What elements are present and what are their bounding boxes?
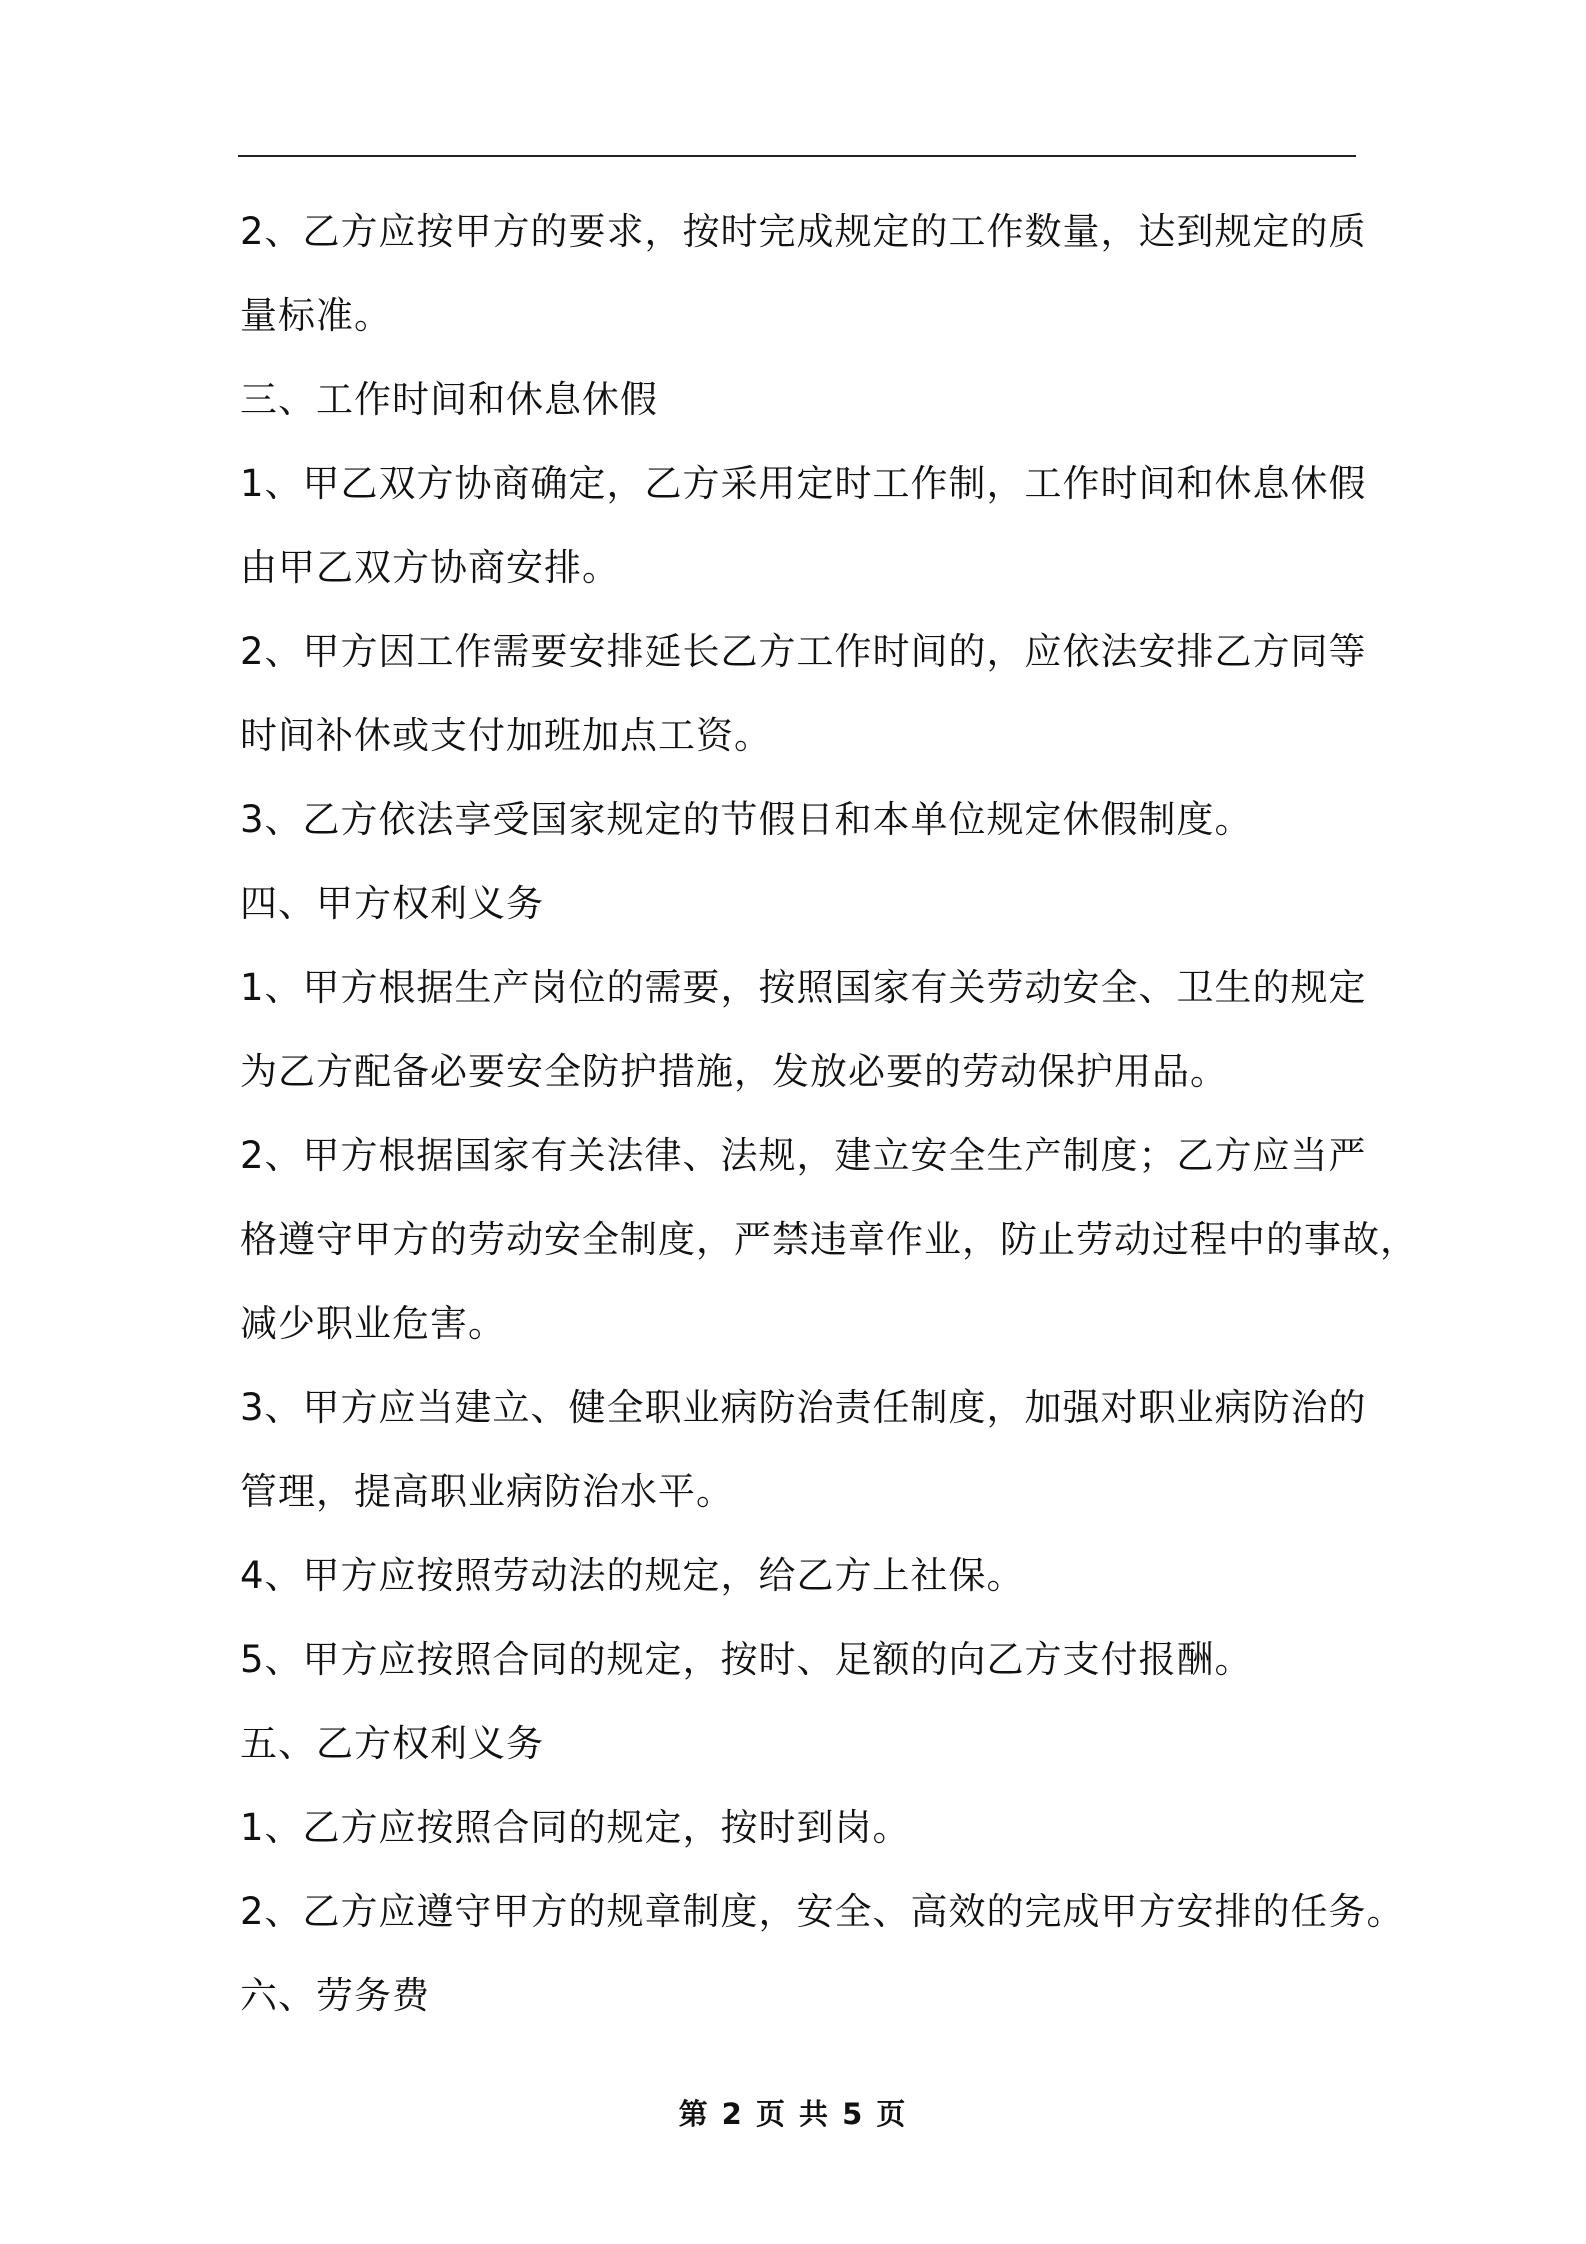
text-line: 3、甲方应当建立、健全职业病防治责任制度，加强对职业病防治的 bbox=[240, 1386, 1367, 1429]
page-number: 第 2 页 共 5 页 bbox=[678, 2097, 908, 2131]
text-line: 2、乙方应遵守甲方的规章制度，安全、高效的完成甲方安排的任务。 bbox=[240, 1890, 1405, 1933]
text-line: 由甲乙双方协商安排。 bbox=[240, 546, 620, 589]
text-line: 量标准。 bbox=[240, 294, 392, 337]
section-heading: 三、工作时间和休息休假 bbox=[240, 378, 658, 421]
text-line: 管理，提高职业病防治水平。 bbox=[240, 1470, 734, 1513]
text-line: 1、甲方根据生产岗位的需要，按照国家有关劳动安全、卫生的规定 bbox=[240, 966, 1367, 1009]
text-line: 4、甲方应按照劳动法的规定，给乙方上社保。 bbox=[240, 1554, 1025, 1597]
text-line: 减少职业危害。 bbox=[240, 1302, 506, 1345]
text-line: 3、乙方依法享受国家规定的节假日和本单位规定休假制度。 bbox=[240, 798, 1253, 841]
text-line: 为乙方配备必要安全防护措施，发放必要的劳动保护用品。 bbox=[240, 1050, 1228, 1093]
document-body bbox=[240, 190, 1418, 2038]
text-line: 2、甲方因工作需要安排延长乙方工作时间的，应依法安排乙方同等 bbox=[240, 630, 1367, 673]
header-rule bbox=[238, 155, 1356, 157]
text-line: 1、甲乙双方协商确定，乙方采用定时工作制，工作时间和休息休假 bbox=[240, 462, 1367, 505]
section-heading: 六、劳务费 bbox=[240, 1974, 430, 2017]
section-heading: 五、乙方权利义务 bbox=[240, 1722, 544, 1765]
text-line: 2、乙方应按甲方的要求，按时完成规定的工作数量，达到规定的质 bbox=[240, 210, 1367, 253]
text-line: 5、甲方应按照合同的规定，按时、足额的向乙方支付报酬。 bbox=[240, 1638, 1253, 1681]
text-line: 1、乙方应按照合同的规定，按时到岗。 bbox=[240, 1806, 911, 1849]
text-line: 格遵守甲方的劳动安全制度，严禁违章作业，防止劳动过程中的事故， bbox=[240, 1218, 1418, 1261]
text-line: 时间补休或支付加班加点工资。 bbox=[240, 714, 772, 757]
section-heading: 四、甲方权利义务 bbox=[240, 882, 544, 925]
text-line: 2、甲方根据国家有关法律、法规，建立安全生产制度；乙方应当严 bbox=[240, 1134, 1367, 1177]
